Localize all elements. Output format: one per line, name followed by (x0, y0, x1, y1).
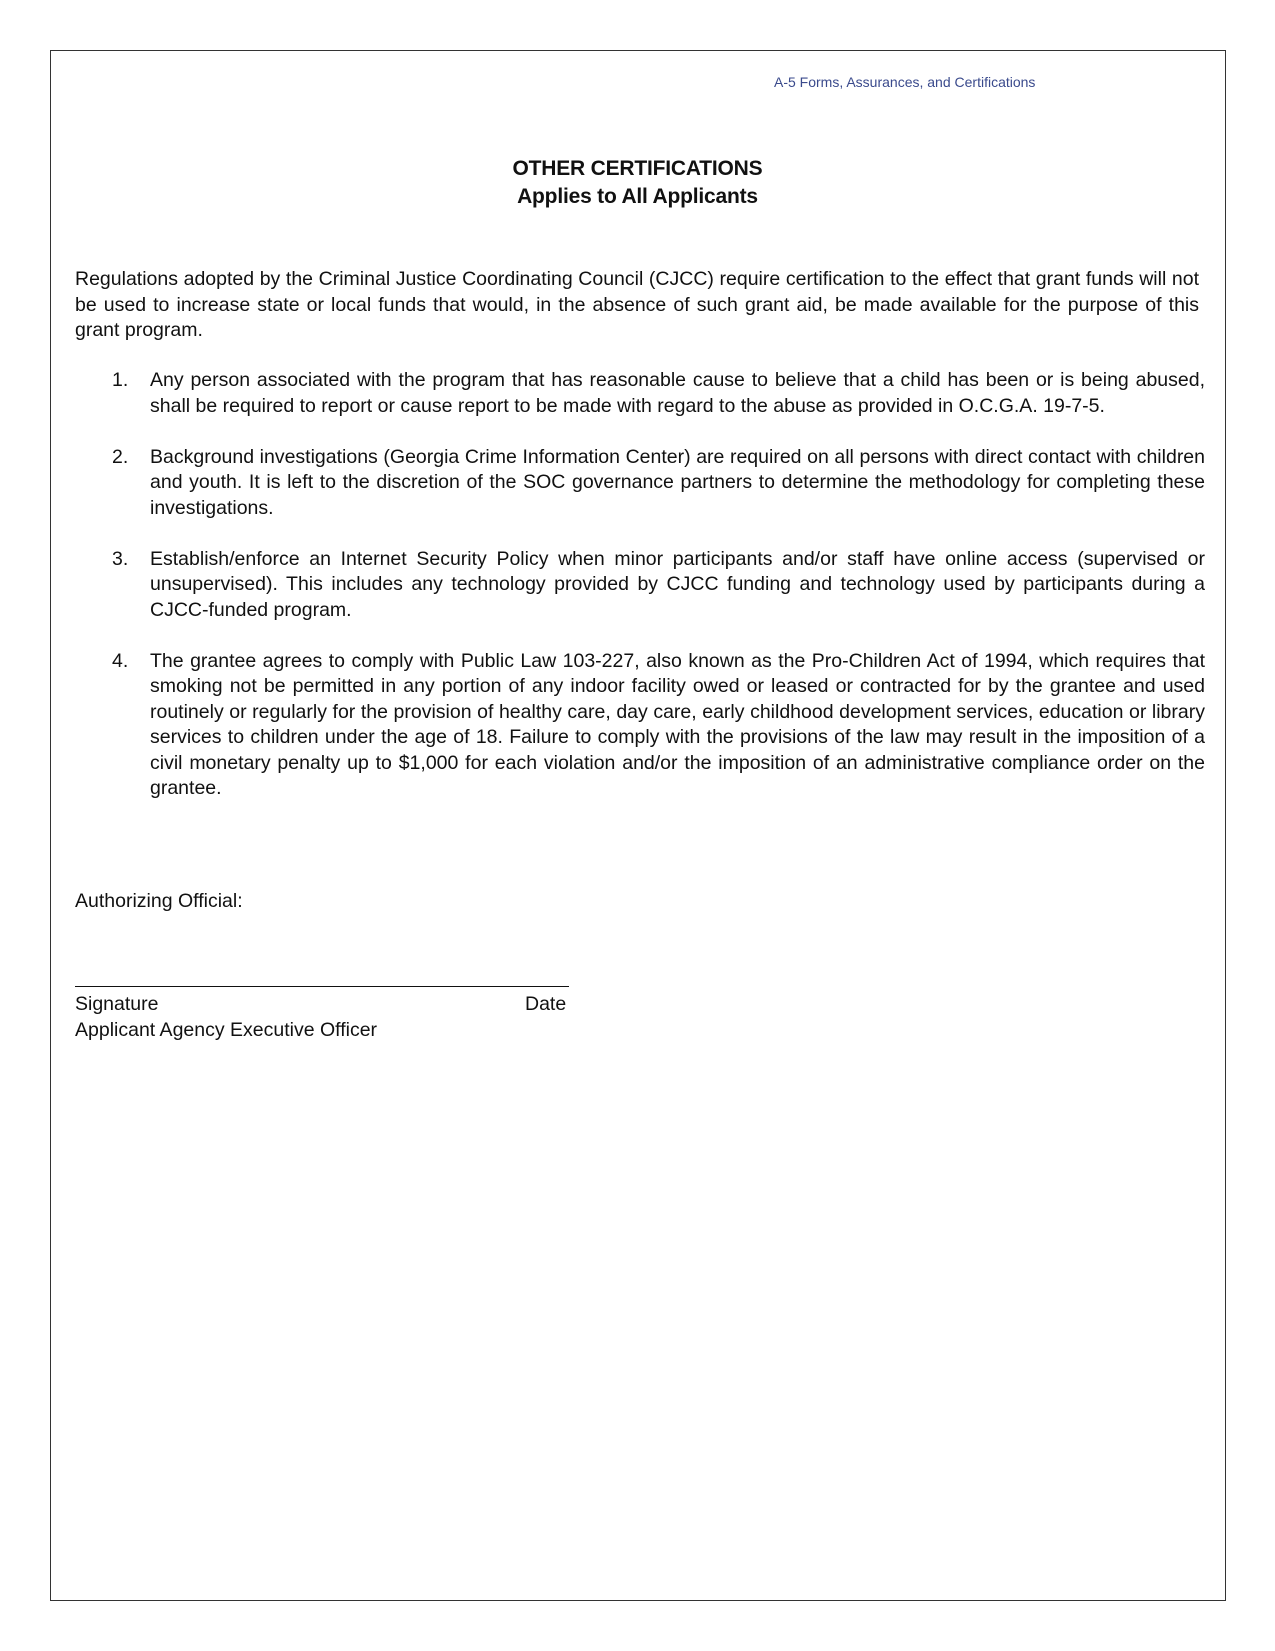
running-header: A-5 Forms, Assurances, and Certifications (774, 74, 1036, 90)
certification-number: 3. (112, 547, 129, 570)
authorizing-official-label: Authorizing Official: (75, 890, 243, 912)
officer-title-label: Applicant Agency Executive Officer (75, 1019, 378, 1041)
certification-item-2 (75, 445, 1205, 522)
certification-text: The grantee agrees to comply with Public Law 103-227, also known as the Pro-Children Act of 1994, which requires that smoking not be permitted in any portion of any indoor facility owed or leased or contracted for by the grantee and used routinely or regularly for the provision of healthy care, day care, early childhood development services, education or library services to children under the age of 18. Failure to comply with the provisions of the law may result in the imposition of a civil monetary penalty up to $1,000 for each violation and/or the imposition of an administrative compliance order on the grantee. (150, 649, 1205, 799)
signature-line[interactable] (75, 986, 569, 987)
signature-label: Signature (75, 993, 159, 1015)
certification-number: 1. (112, 369, 129, 391)
certification-item-4 (75, 649, 1205, 802)
certification-list (75, 368, 1205, 827)
certification-item-3 (75, 547, 1205, 624)
intro-paragraph: Regulations adopted by the Criminal Justice Coordinating Council (CJCC) require certification to the effect that grant funds will not be used to increase state or local funds that would, in the absence of such grant aid, be made available for the purpose of this grant program. (75, 268, 1199, 341)
certification-number: 2. (112, 445, 129, 468)
certification-text: Establish/enforce an Internet Security Policy when minor participants and/or staff have online access (supervised or unsupervised). This includes any technology provided by CJCC funding and technology used by participants during a CJCC-funded program. (150, 547, 1205, 621)
date-label: Date (525, 993, 567, 1015)
title-line-2: Applies to All Applicants (517, 185, 758, 208)
certification-text: Background investigations (Georgia Crime Information Center) are required on all persons with direct contact with children and youth. It is left to the discretion of the SOC governance partners to determine the methodology for completing these investigations. (150, 445, 1205, 519)
document-title (0, 155, 1275, 211)
certification-number: 4. (112, 649, 129, 672)
title-line-1: OTHER CERTIFICATIONS (512, 157, 763, 180)
certification-item-1 (75, 368, 1205, 419)
certification-text: Any person associated with the program that has reasonable cause to believe that a child has been or is being abused, shall be required to report or cause report to be made with regard to the abuse as provided in O.C.G.A. 19-7-5. (150, 369, 1205, 417)
